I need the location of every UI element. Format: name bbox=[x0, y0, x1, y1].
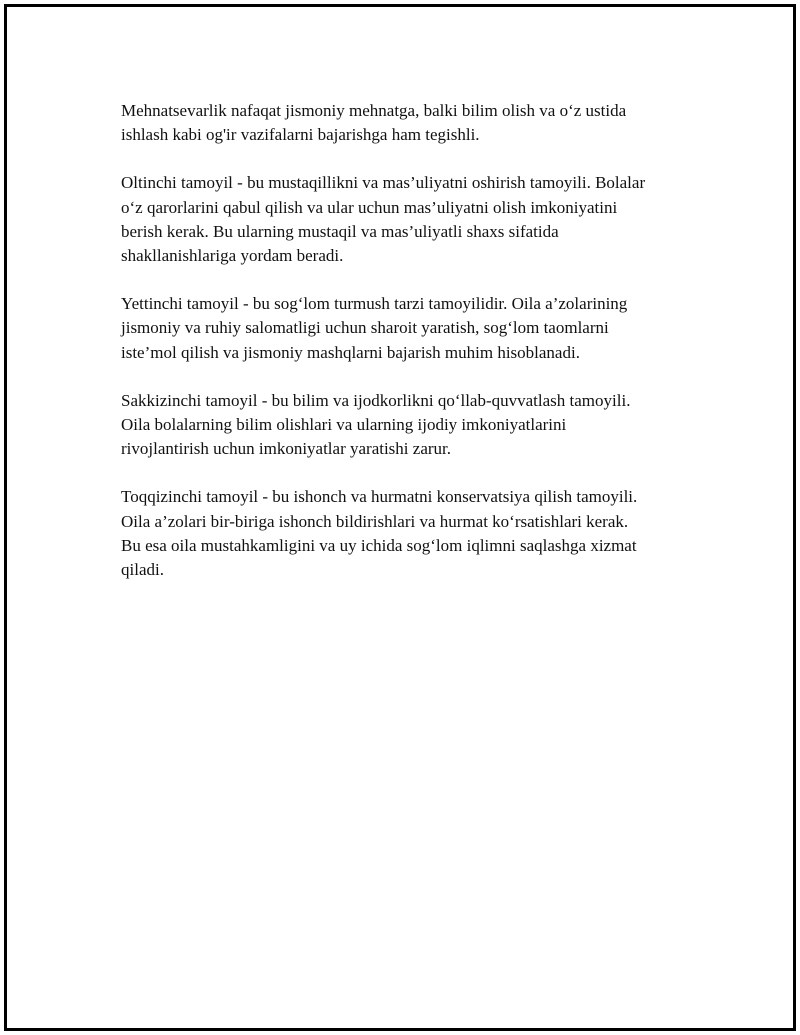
paragraph-oltinchi-tamoyil: Oltinchi tamoyil - bu mustaqillikni va mas’uliyatni oshirish tamoyili. Bolalar o‘z qarorlarini qabul qilish va ular uchun mas’uliyatni olish imkoniyatini berish kerak. Bu ularning mustaqil va mas’uliyatli shaxs sifatida shakllanishlariga yordam beradi. bbox=[121, 173, 646, 266]
page-content bbox=[121, 99, 701, 606]
paragraph-mehnatsevarlik: Mehnatsevarlik nafaqat jismoniy mehnatga, balki bilim olish va o‘z ustida ishlash kabi og'ir vazifalarni bajarishga ham tegishli. bbox=[121, 101, 627, 145]
paragraph-yettinchi-tamoyil: Yettinchi tamoyil - bu sog‘lom turmush tarzi tamoyilidir. Oila a’zolarining jismoniy va ruhiy salomatligi uchun sharoit yaratish, sog‘lom taomlarni iste’mol qilish va jismoniy mashqlarni bajarish muhim hisoblanadi. bbox=[121, 294, 628, 362]
paragraph-toqqizinchi-tamoyil: Toqqizinchi tamoyil - bu ishonch va hurmatni konservatsiya qilish tamoyili. Oila a’zolari bir-biriga ishonch bildirishlari va hurmat ko‘rsatishlari kerak. Bu esa oila mustahkamligini va uy ichida sog‘lom iqlimni saqlashga xizmat qiladi. bbox=[121, 487, 638, 580]
page-frame bbox=[4, 4, 796, 1031]
paragraph-sakkizinchi-tamoyil: Sakkizinchi tamoyil - bu bilim va ijodkorlikni qo‘llab-quvvatlash tamoyili. Oila bolalarning bilim olishlari va ularning ijodiy imkoniyatlarini rivojlantirish uchun imkoniyatlar yaratishi zarur. bbox=[121, 390, 631, 459]
